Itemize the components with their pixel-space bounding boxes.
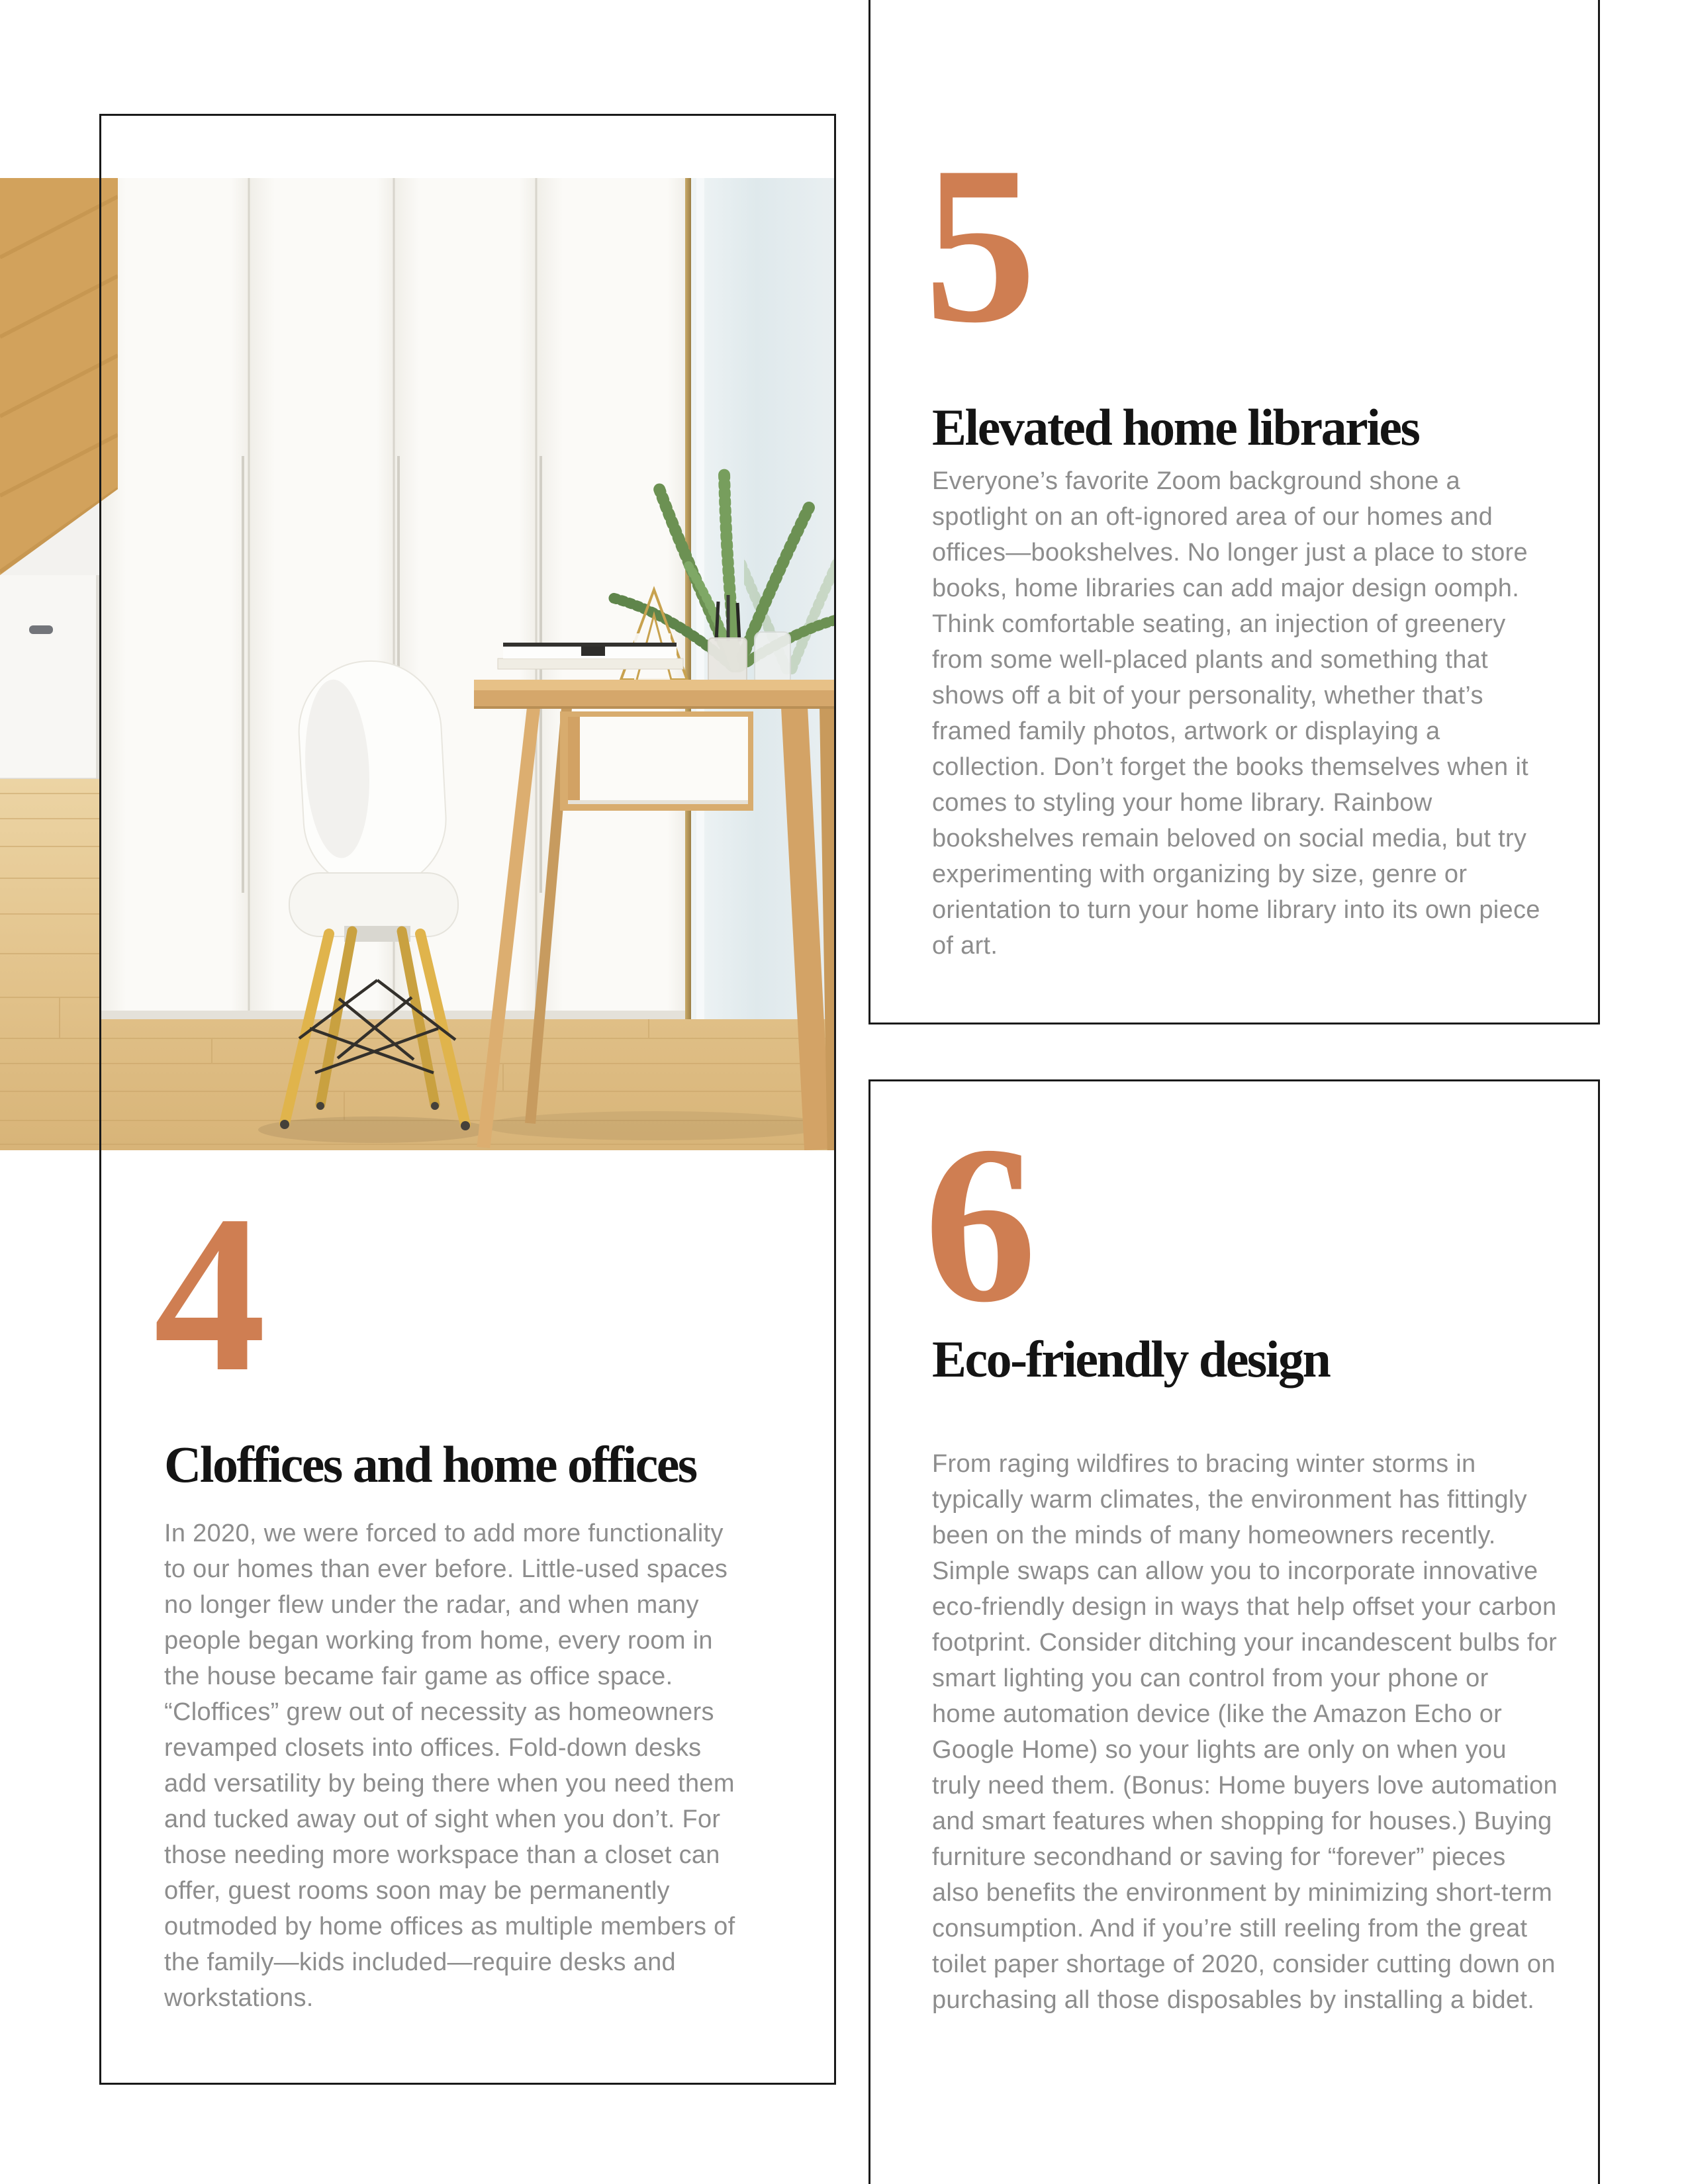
- section-6-heading: Eco-friendly design: [932, 1330, 1330, 1388]
- section-6-body: From raging wildfires to bracing winter storms in typically warm climates, the environment has fittingly been on the minds of many homeowners recently. Simple swaps can allow you to incorporate innovative eco-friendly design in ways that help offset your carbon footprint. Consider ditching your incandescent bulbs for smart lighting you can control from your phone or home automation device (like the Amazon Echo or Google Home) so your lights are only on when you truly need them. (Bonus: Home buyers love automation and smart features when shopping for houses.) Buying furniture secondhand or saving for “forever” pieces also benefits the environment by minimizing short-term consumption. And if you’re still reeling from the great toilet paper shortage of 2020, consider cutting down on purchasing all those disposables by installing a bidet.: [932, 1450, 1558, 2014]
- section-5-number: 5: [924, 120, 1034, 369]
- section-4-number: 4: [154, 1169, 263, 1418]
- section-5-heading: Elevated home libraries: [932, 398, 1419, 456]
- section-4-heading: Cloffices and home offices: [164, 1435, 696, 1493]
- door: [0, 575, 99, 780]
- section-4-body: In 2020, we were forced to add more functionality to our homes than ever before. Little-used spaces no longer flew under the radar, and when many people began working from home, every room in the house became fair game as office space. “Cloffices” grew out of necessity as homeowners revamped closets into offices. Fold-down desks add versatility by being there when you need them and tucked away out of sight when you don’t. For those needing more workspace than a closet can offer, guest rooms soon may be permanently outmoded by home offices as multiple members of the family—kids included—require desks and workstations.: [164, 1520, 735, 2012]
- section-6-number: 6: [924, 1099, 1034, 1349]
- door-handle: [29, 625, 53, 634]
- section-5-body: Everyone’s favorite Zoom background shone a spotlight on an oft-ignored area of our homes and offices—bookshelves. No longer just a place to store books, home libraries can add major design oomph. Think comfortable seating, an injection of greenery from some well-placed plants and something that shows off a bit of your personality, whether that’s framed family photos, artwork or displaying a collection. Don’t forget the books themselves when it comes to styling your home library. Rainbow bookshelves remain beloved on social media, but try experimenting with organizing by size, genre or orientation to turn your home library into its own piece of art.: [932, 467, 1540, 960]
